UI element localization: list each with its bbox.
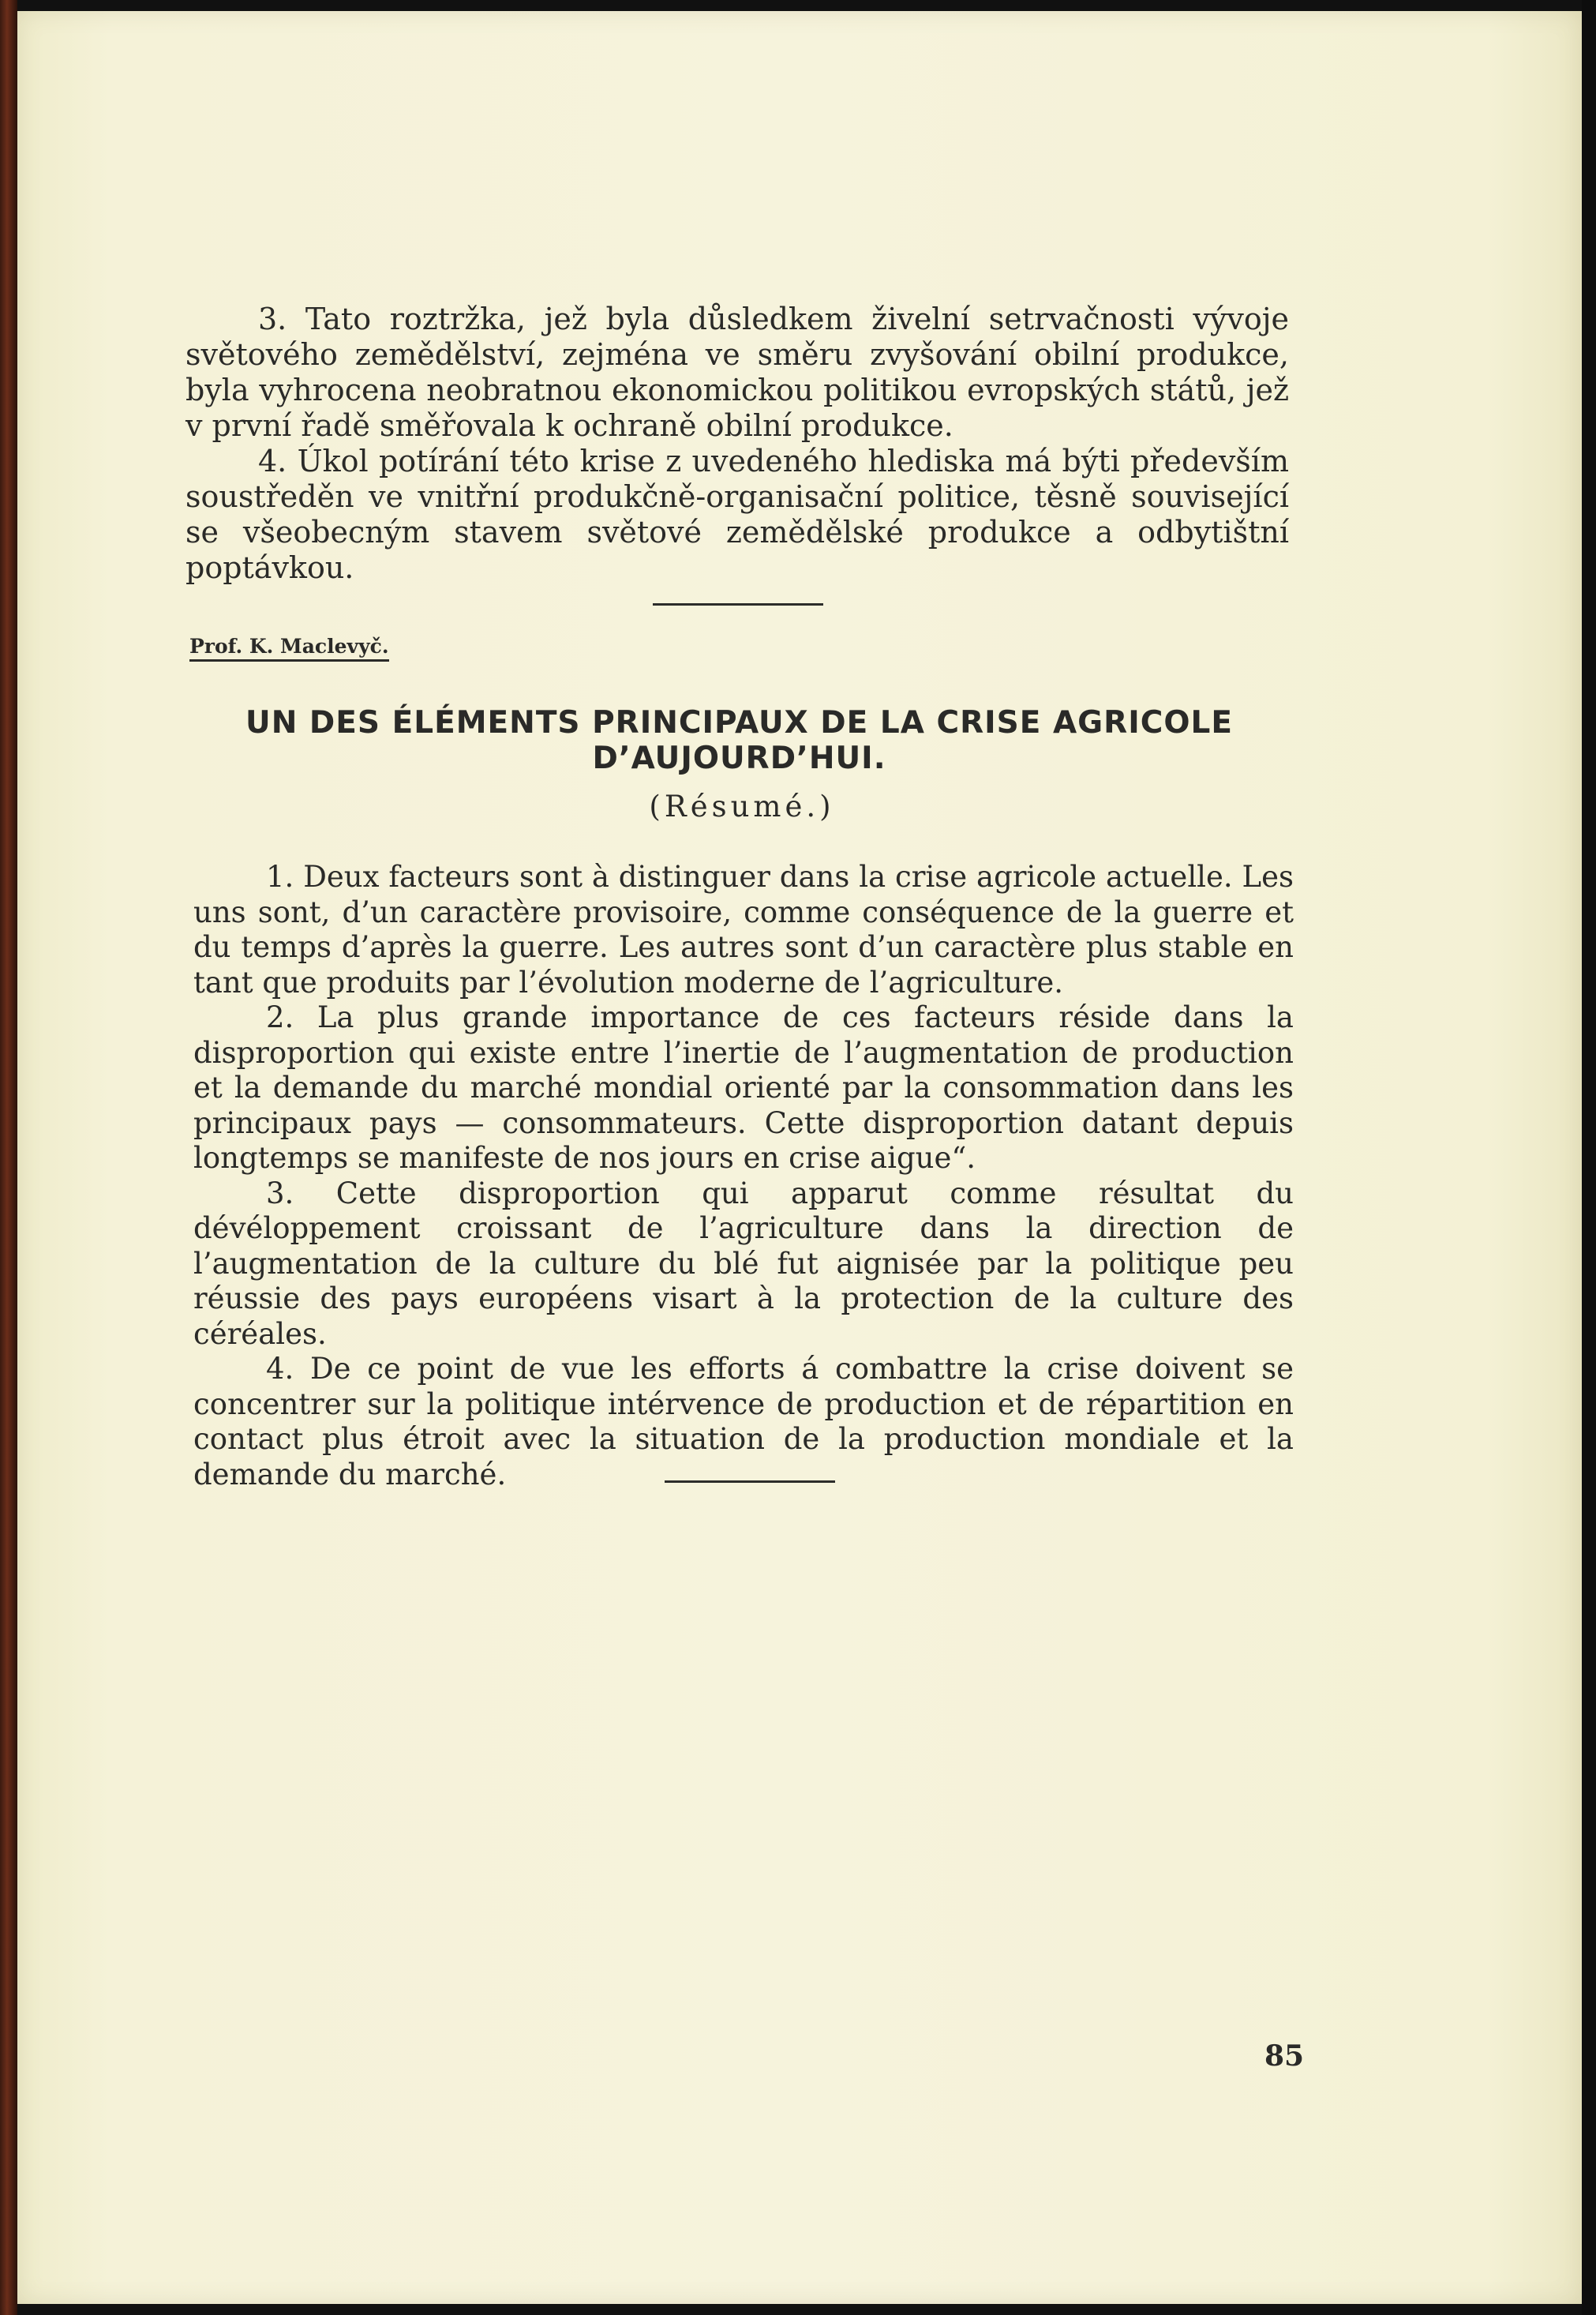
book-binding-left — [0, 0, 17, 2315]
author-name: Prof. K. Maclevyč. — [189, 635, 389, 662]
page-number: 85 — [1264, 2039, 1305, 2073]
czech-paragraph-4: 4. Úkol potírání této krise z uvedeného hlediska má býti především soustředěn ve vnitřní produkčně-organisační politice, těsně související se všeobecným stavem světové zemědělské produkce a odbytištní poptávkou. — [185, 444, 1289, 585]
french-summary — [193, 860, 1294, 1492]
czech-paragraph-3: 3. Tato roztržka, jež byla důsledkem živelní setrvačnosti vývoje světového zemědělství, zejména ve směru zvyšování obilní produkce, byla vyhrocena neobratnou ekonomickou politikou evropských států, jež v první řadě směřovala k ochraně obilní produkce. — [185, 302, 1289, 443]
czech-summary — [185, 302, 1289, 586]
end-divider — [665, 1480, 835, 1483]
section-divider — [653, 603, 823, 606]
french-paragraph-1: 1. Deux facteurs sont à distinguer dans la crise agricole actuelle. Les uns sont, d’un caractère provisoire, comme conséquence de la guerre et du temps d’après la guerre. Les autres sont d’un caractère plus stable en tant que produits par l’évolution moderne de l’agriculture. — [193, 860, 1294, 1000]
french-paragraph-2: 2. La plus grande importance de ces facteurs réside dans la disproportion qui existe entre l’inertie de l’augmentation de production et la demande du marché mondial orienté par la consommation dans les principaux pays — consommateurs. Cette disproportion datant depuis longtemps se manifeste de nos jours en crise aigue“. — [193, 1000, 1294, 1175]
french-paragraph-3: 3. Cette disproportion qui apparut comme résultat du dévéloppement croissant de l’agriculture dans la direction de l’augmentation de la culture du blé fut aignisée par la politique peu réussie des pays européens visart à la protection de la culture des céréales. — [193, 1176, 1294, 1351]
book-edge-right — [1582, 0, 1596, 2315]
article-subtitle: (Résumé.) — [649, 790, 835, 824]
french-paragraph-4: 4. De ce point de vue les efforts á combattre la crise doivent se concentrer sur la politique intérvence de production et de répartition en contact plus étroit avec la situation de la production mondiale et la demande du marché. — [193, 1352, 1294, 1491]
article-title: UN DES ÉLÉMENTS PRINCIPAUX DE LA CRISE AGRICOLE D’AUJOURD’HUI. — [245, 705, 1233, 776]
